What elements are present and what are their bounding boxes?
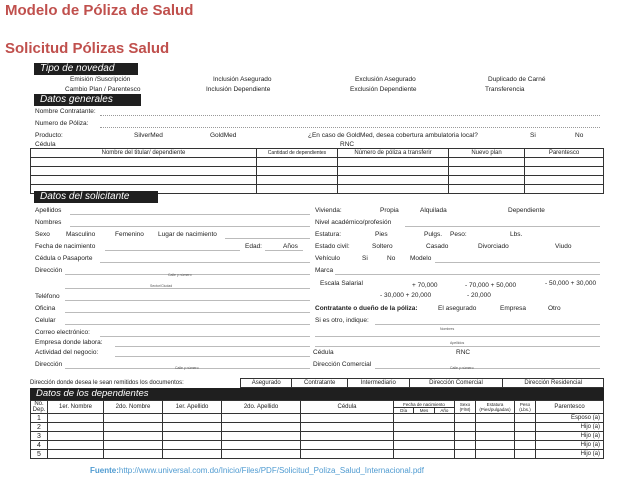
option-salario-2[interactable]: - 70,000 + 50,000 (465, 282, 517, 289)
table-row[interactable] (31, 176, 604, 185)
label-marca: Marca (315, 267, 334, 274)
option-no[interactable]: No (575, 132, 584, 139)
option-el-asegurado[interactable]: El asegurado (438, 305, 477, 312)
option-emision[interactable]: Emisión /Suscripción (70, 76, 131, 83)
source-footer (90, 466, 424, 475)
label-nombres: Nombres (35, 219, 62, 226)
field-apellidos[interactable] (70, 214, 310, 215)
label-lugar-nacimiento: Lugar de nacimiento (158, 231, 217, 238)
section-header-generales: Datos generales (34, 94, 141, 106)
field-oficina[interactable] (65, 312, 310, 313)
option-soltero[interactable]: Soltero (372, 243, 393, 250)
transfer-table (30, 148, 604, 194)
option-alquilada[interactable]: Alquilada (420, 207, 447, 214)
option-divorciado[interactable]: Divorciado (478, 243, 509, 250)
field-empresa-labora[interactable] (115, 346, 310, 347)
table-row[interactable] (31, 423, 604, 432)
row-number: 1 (31, 414, 48, 423)
col-cantidad-dependientes: Cantidad de dependientes (257, 149, 338, 158)
label-peso: Peso: (450, 231, 467, 238)
option-remitir-direccion-comercial[interactable]: Dirección Comercial (409, 379, 503, 388)
label-rnc-otro: RNC (456, 349, 471, 356)
source-link[interactable]: http://www.universal.com.do/Inicio/Files/PDF/Solicitud_Poliza_Salud_Internacional.pdf (118, 466, 424, 475)
col-nombre-titular: Nombre del titular/ dependiente (31, 149, 257, 158)
table-row[interactable] (31, 167, 604, 176)
dependents-table (30, 400, 604, 459)
field-telefono[interactable] (65, 300, 310, 301)
row-parentesco: Esposo (a) (536, 414, 604, 423)
label-vivienda: Vivienda: (315, 207, 342, 214)
field-celular[interactable] (65, 324, 310, 325)
table-row[interactable] (31, 414, 604, 423)
col-cedula: Cédula (301, 401, 394, 414)
label-edad: Edad: (245, 243, 262, 250)
option-salario-1[interactable]: + 70,000 (412, 282, 438, 289)
label-si-otro: Si es otro, indique: (315, 317, 369, 324)
table-row[interactable] (31, 432, 604, 441)
option-remitir-intermediario[interactable]: Intermediario (347, 379, 409, 388)
label-numero-poliza: Numero de Póliza: (35, 120, 89, 127)
field-si-otro[interactable] (375, 324, 600, 325)
label-telefono: Teléfono (35, 293, 60, 300)
label-cedula-pasaporte: Cédula o Pasaporte (35, 255, 93, 262)
col-estatura: Estatura (Pies/pulgadas) (476, 401, 515, 414)
section-header-dependientes: Datos de los dependientes (30, 388, 604, 400)
option-propia[interactable]: Propia (380, 207, 399, 214)
hint-nombres: Nombres (440, 327, 455, 331)
col-nuevo-plan: Nuevo plan (449, 149, 525, 158)
label-cobertura-ambulatoria: ¿En caso de GoldMed, desea cobertura ambulatoria local? (308, 132, 478, 139)
option-vehiculo-no[interactable]: No (387, 255, 396, 262)
subcol-mes: Mes (414, 408, 434, 413)
label-nivel-academico: Nivel académico/profesión (315, 219, 392, 226)
label-direccion-comercial: Dirección Comercial (313, 361, 372, 368)
row-parentesco: Hijo (a) (536, 450, 604, 459)
option-salario-4[interactable]: - 30,000 + 20,000 (380, 292, 432, 299)
field-otro-nombres[interactable] (315, 336, 600, 337)
field-numero-poliza[interactable] (100, 127, 600, 128)
option-masculino[interactable]: Masculino (66, 231, 96, 238)
hint-calle-numero-2: Calle y número (175, 366, 199, 370)
table-row[interactable] (31, 450, 604, 459)
row-parentesco: Hijo (a) (536, 432, 604, 441)
field-otro-apellidos[interactable] (315, 346, 600, 347)
col-segundo-nombre: 2do. Nombre (104, 401, 163, 414)
label-pies: Pies (375, 231, 388, 238)
field-actividad-negocio[interactable] (115, 356, 310, 357)
hint-apellidos: Apellidos (450, 341, 465, 345)
option-remitir-contratante[interactable]: Contratante (292, 379, 347, 388)
field-edad[interactable] (265, 250, 303, 251)
field-cedula-pasaporte[interactable] (100, 262, 310, 263)
label-remitir-documentos: Dirección donde desea le sean remitidos los documentos: (30, 379, 241, 388)
field-direccion-comercial[interactable] (375, 368, 600, 369)
option-casado[interactable]: Casado (426, 243, 449, 250)
col-segundo-apellido: 2do. Apellido (222, 401, 301, 414)
table-row[interactable] (31, 158, 604, 167)
hint-calle-numero: Calle y número (168, 273, 192, 277)
label-fecha-nacimiento: Fecha de nacimiento (35, 243, 96, 250)
option-inclusion-asegurado[interactable]: Inclusión Asegurado (213, 76, 272, 83)
subcol-ano: Año (440, 407, 449, 413)
label-modelo: Modelo (410, 255, 432, 262)
label-producto: Producto: (35, 132, 63, 139)
page-title: Modelo de Póliza de Salud (5, 2, 194, 19)
label-vehiculo: Vehículo (315, 255, 340, 262)
col-peso: Peso (Lbs.) (515, 401, 536, 414)
option-remitir-direccion-residencial[interactable]: Dirección Residencial (503, 379, 604, 388)
option-exclusion-asegurado[interactable]: Exclusión Asegurado (355, 76, 416, 83)
option-dependiente[interactable]: Dependiente (508, 207, 545, 214)
option-remitir-asegurado[interactable]: Asegurado (241, 379, 292, 388)
option-viudo[interactable]: Viudo (555, 243, 572, 250)
label-sexo: Sexo (35, 231, 50, 238)
option-otro[interactable]: Otro (548, 305, 561, 312)
field-marca[interactable] (335, 274, 600, 275)
footer-label: Fuente: (90, 466, 119, 475)
option-transferencia[interactable]: Transferencia (485, 86, 525, 93)
field-direccion-2[interactable] (65, 288, 310, 289)
label-oficina: Oficina (35, 305, 56, 312)
label-empresa-labora: Empresa donde labora: (35, 339, 103, 346)
col-numero-poliza-transferir: Número de póliza a transferir (338, 149, 449, 158)
option-inclusion-dependiente[interactable]: Inclusión Dependiente (206, 86, 271, 93)
col-fecha-nacimiento (394, 401, 455, 414)
option-salario-5[interactable]: - 20,000 (467, 292, 491, 299)
fecha-nacimiento-label: Fecha de nacimiento (394, 402, 454, 408)
field-nivel-academico[interactable] (405, 226, 600, 227)
row-number: 2 (31, 423, 48, 432)
label-lbs: Lbs. (510, 231, 523, 238)
option-empresa[interactable]: Empresa (500, 305, 527, 312)
label-direccion-2: Dirección (35, 361, 63, 368)
field-correo[interactable] (100, 336, 310, 337)
label-celular: Celular (35, 317, 56, 324)
field-nombre-contratante[interactable] (100, 115, 600, 116)
col-parentesco-dep: Parentesco (536, 401, 604, 414)
field-nombres[interactable] (70, 226, 310, 227)
label-actividad-negocio: Actividad del negocio: (35, 349, 99, 356)
col-sexo: Sexo (F/M) (455, 401, 476, 414)
option-femenino[interactable]: Femenino (115, 231, 144, 238)
option-si[interactable]: Si (530, 132, 536, 139)
field-lugar-nacimiento[interactable] (225, 238, 310, 239)
label-apellidos: Apellidos (35, 207, 62, 214)
section-header-solicitante: Datos del solicitante (34, 191, 158, 203)
document-address-table (30, 378, 604, 388)
subcol-dia: Día (394, 408, 414, 413)
label-estatura: Estatura: (315, 231, 342, 238)
row-number: 3 (31, 432, 48, 441)
col-no-dep: No. Dep. (31, 401, 48, 414)
option-salario-3[interactable]: - 50,000 + 30,000 (545, 280, 597, 287)
section-header-novedad: Tipo de novedad (34, 63, 138, 75)
label-correo: Correo electrónico: (35, 329, 90, 336)
label-cedula-otro: Cédula (313, 349, 334, 356)
label-direccion: Dirección (35, 267, 63, 274)
row-number: 5 (31, 450, 48, 459)
option-silvermed[interactable]: SilverMed (134, 132, 163, 139)
row-parentesco: Hijo (a) (536, 423, 604, 432)
col-parentesco: Parentesco (525, 149, 604, 158)
policy-form (30, 63, 604, 456)
label-estado-civil: Estado civil: (315, 243, 350, 250)
field-modelo[interactable] (435, 262, 600, 263)
label-contratante-dueno: Contratante o dueño de la póliza: (315, 305, 418, 312)
table-row[interactable] (31, 441, 604, 450)
option-exclusion-dependiente[interactable]: Exclusión Dependiente (350, 86, 417, 93)
option-duplicado-carne[interactable]: Duplicado de Carné (488, 76, 546, 83)
page-subtitle: Solicitud Pólizas Salud (5, 40, 170, 57)
hint-sector-ciudad: Sector/Ciudad (150, 284, 173, 288)
row-parentesco: Hijo (a) (536, 441, 604, 450)
option-goldmed[interactable]: GoldMed (210, 132, 237, 139)
label-pulgs: Pulgs. (424, 231, 443, 238)
hint-calle-numero-3: Calle y número (450, 366, 474, 370)
col-primer-nombre: 1er. Nombre (48, 401, 104, 414)
row-number: 4 (31, 441, 48, 450)
label-nombre-contratante: Nombre Contratante: (35, 108, 96, 115)
label-cedula: Cédula (35, 141, 56, 148)
field-fecha-nacimiento[interactable] (105, 250, 240, 251)
col-primer-apellido: 1er. Apellido (163, 401, 222, 414)
label-anos: Años (283, 243, 298, 250)
label-rnc: RNC (340, 141, 355, 148)
label-escala-salarial: Escala Salarial (320, 280, 363, 287)
option-cambio-plan[interactable]: Cambio Plan / Parentesco (65, 86, 141, 93)
option-vehiculo-si[interactable]: Si (362, 255, 368, 262)
